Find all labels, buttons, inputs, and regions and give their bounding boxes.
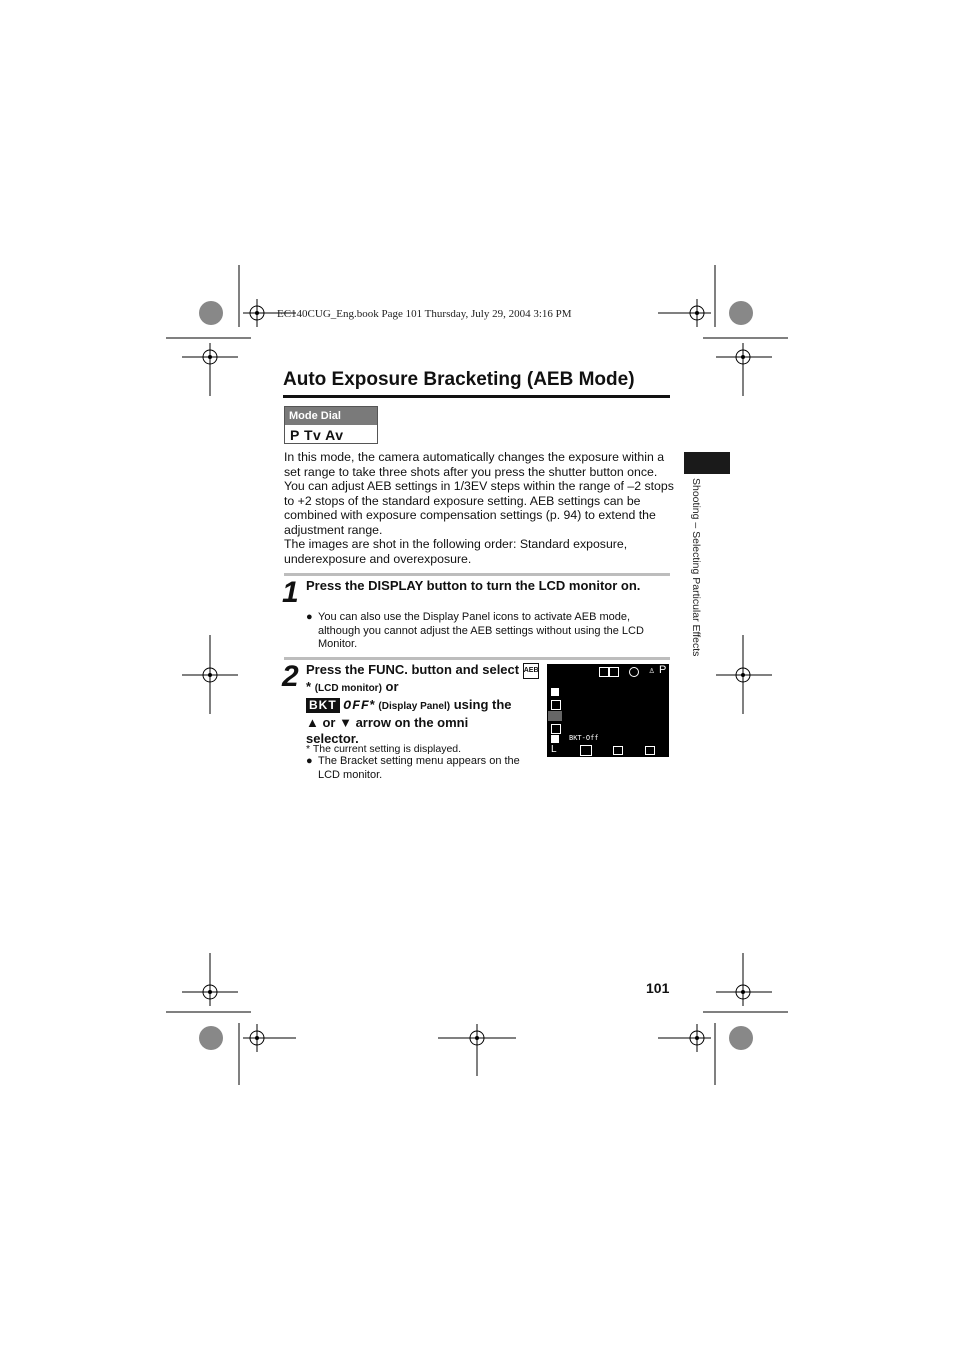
lcd-monitor-note: (LCD monitor) (314, 682, 382, 694)
bullet-icon: ● (306, 611, 313, 623)
step-2-bullet-text: The Bracket setting menu appears on the LCD monitor. (318, 755, 520, 781)
chapter-label: Shooting – Selecting Particular Effects (690, 478, 702, 657)
off-icon: OFF (343, 697, 370, 713)
step-1-bullet (306, 611, 666, 652)
frame-icon (609, 667, 619, 677)
bracket-focus-icon (645, 746, 655, 755)
menu-icon-5 (551, 735, 559, 743)
lcd-bkt-text: BKT-Off (569, 734, 599, 742)
step-1-title: Press the DISPLAY button to turn the LCD monitor on. (306, 578, 641, 593)
print-header-line: EC140CUG_Eng.book Page 101 Thursday, July 29, 2004 3:16 PM (277, 308, 572, 320)
lcd-mode-p: P (659, 664, 667, 676)
step-2-number: 2 (282, 660, 299, 693)
bracket-off-icon (580, 745, 592, 756)
step-2-title-b: using the (453, 696, 512, 712)
intro-text (284, 450, 674, 566)
mode-dial-label: Mode Dial (285, 407, 377, 425)
step-1-bullet-text: You can also use the Display Panel icons to activate AEB mode, although you cannot adjust the AEB settings without using the LCD Monitor. (318, 611, 644, 650)
af-frame-icon (599, 667, 609, 677)
asterisk: * (306, 678, 312, 694)
menu-icon-2 (551, 700, 561, 710)
lcd-size-label: L (551, 744, 557, 755)
lock-icon: ♙ (649, 666, 655, 676)
page-title: Auto Exposure Bracketing (AEB Mode) (283, 369, 635, 390)
mode-dial-modes: P Tv Av (290, 427, 344, 443)
step-2-title-a: Press the FUNC. button and select (306, 662, 520, 677)
chapter-tab (684, 452, 730, 474)
bullet-icon: ● (306, 755, 313, 767)
menu-icon-4 (551, 724, 561, 734)
lcd-screen-image (547, 664, 669, 757)
step-2-title-d: selector. (306, 730, 359, 746)
menu-icon-1 (551, 688, 559, 696)
step-2-title (306, 662, 542, 747)
page-number: 101 (646, 980, 670, 996)
step-2-rule (284, 657, 670, 660)
title-underline (283, 395, 670, 398)
aeb-icon: AEB (523, 663, 539, 679)
timer-icon (629, 667, 639, 677)
asterisk-2: * (369, 696, 375, 712)
or-word: or (385, 678, 399, 694)
bkt-icon: BKT (306, 698, 340, 713)
intro-paragraph-1: In this mode, the camera automatically changes the exposure within a set range to take three shots after you press the shutter button once. You can adjust AEB settings in 1/3EV steps within the range of –2 stops to +2 stops of the standard exposure setting. AEB settings can be combined with exposure compensation settings (p. 94) to extend the adjustment range. (284, 450, 674, 537)
display-panel-note: (Display Panel) (378, 700, 451, 712)
step-1-number: 1 (282, 576, 299, 609)
mode-dial-box (284, 406, 378, 444)
intro-paragraph-2: The images are shot in the following order: Standard exposure, underexposure and overexposure. (284, 537, 628, 566)
step-1-rule (284, 573, 670, 576)
menu-icon-selected (548, 711, 562, 721)
step-2-bullet (306, 755, 542, 782)
step-2-title-c: ▲ or ▼ arrow on the omni (306, 714, 469, 730)
bracket-aeb-icon (613, 746, 623, 755)
step-2-note: * The current setting is displayed. (306, 743, 462, 755)
